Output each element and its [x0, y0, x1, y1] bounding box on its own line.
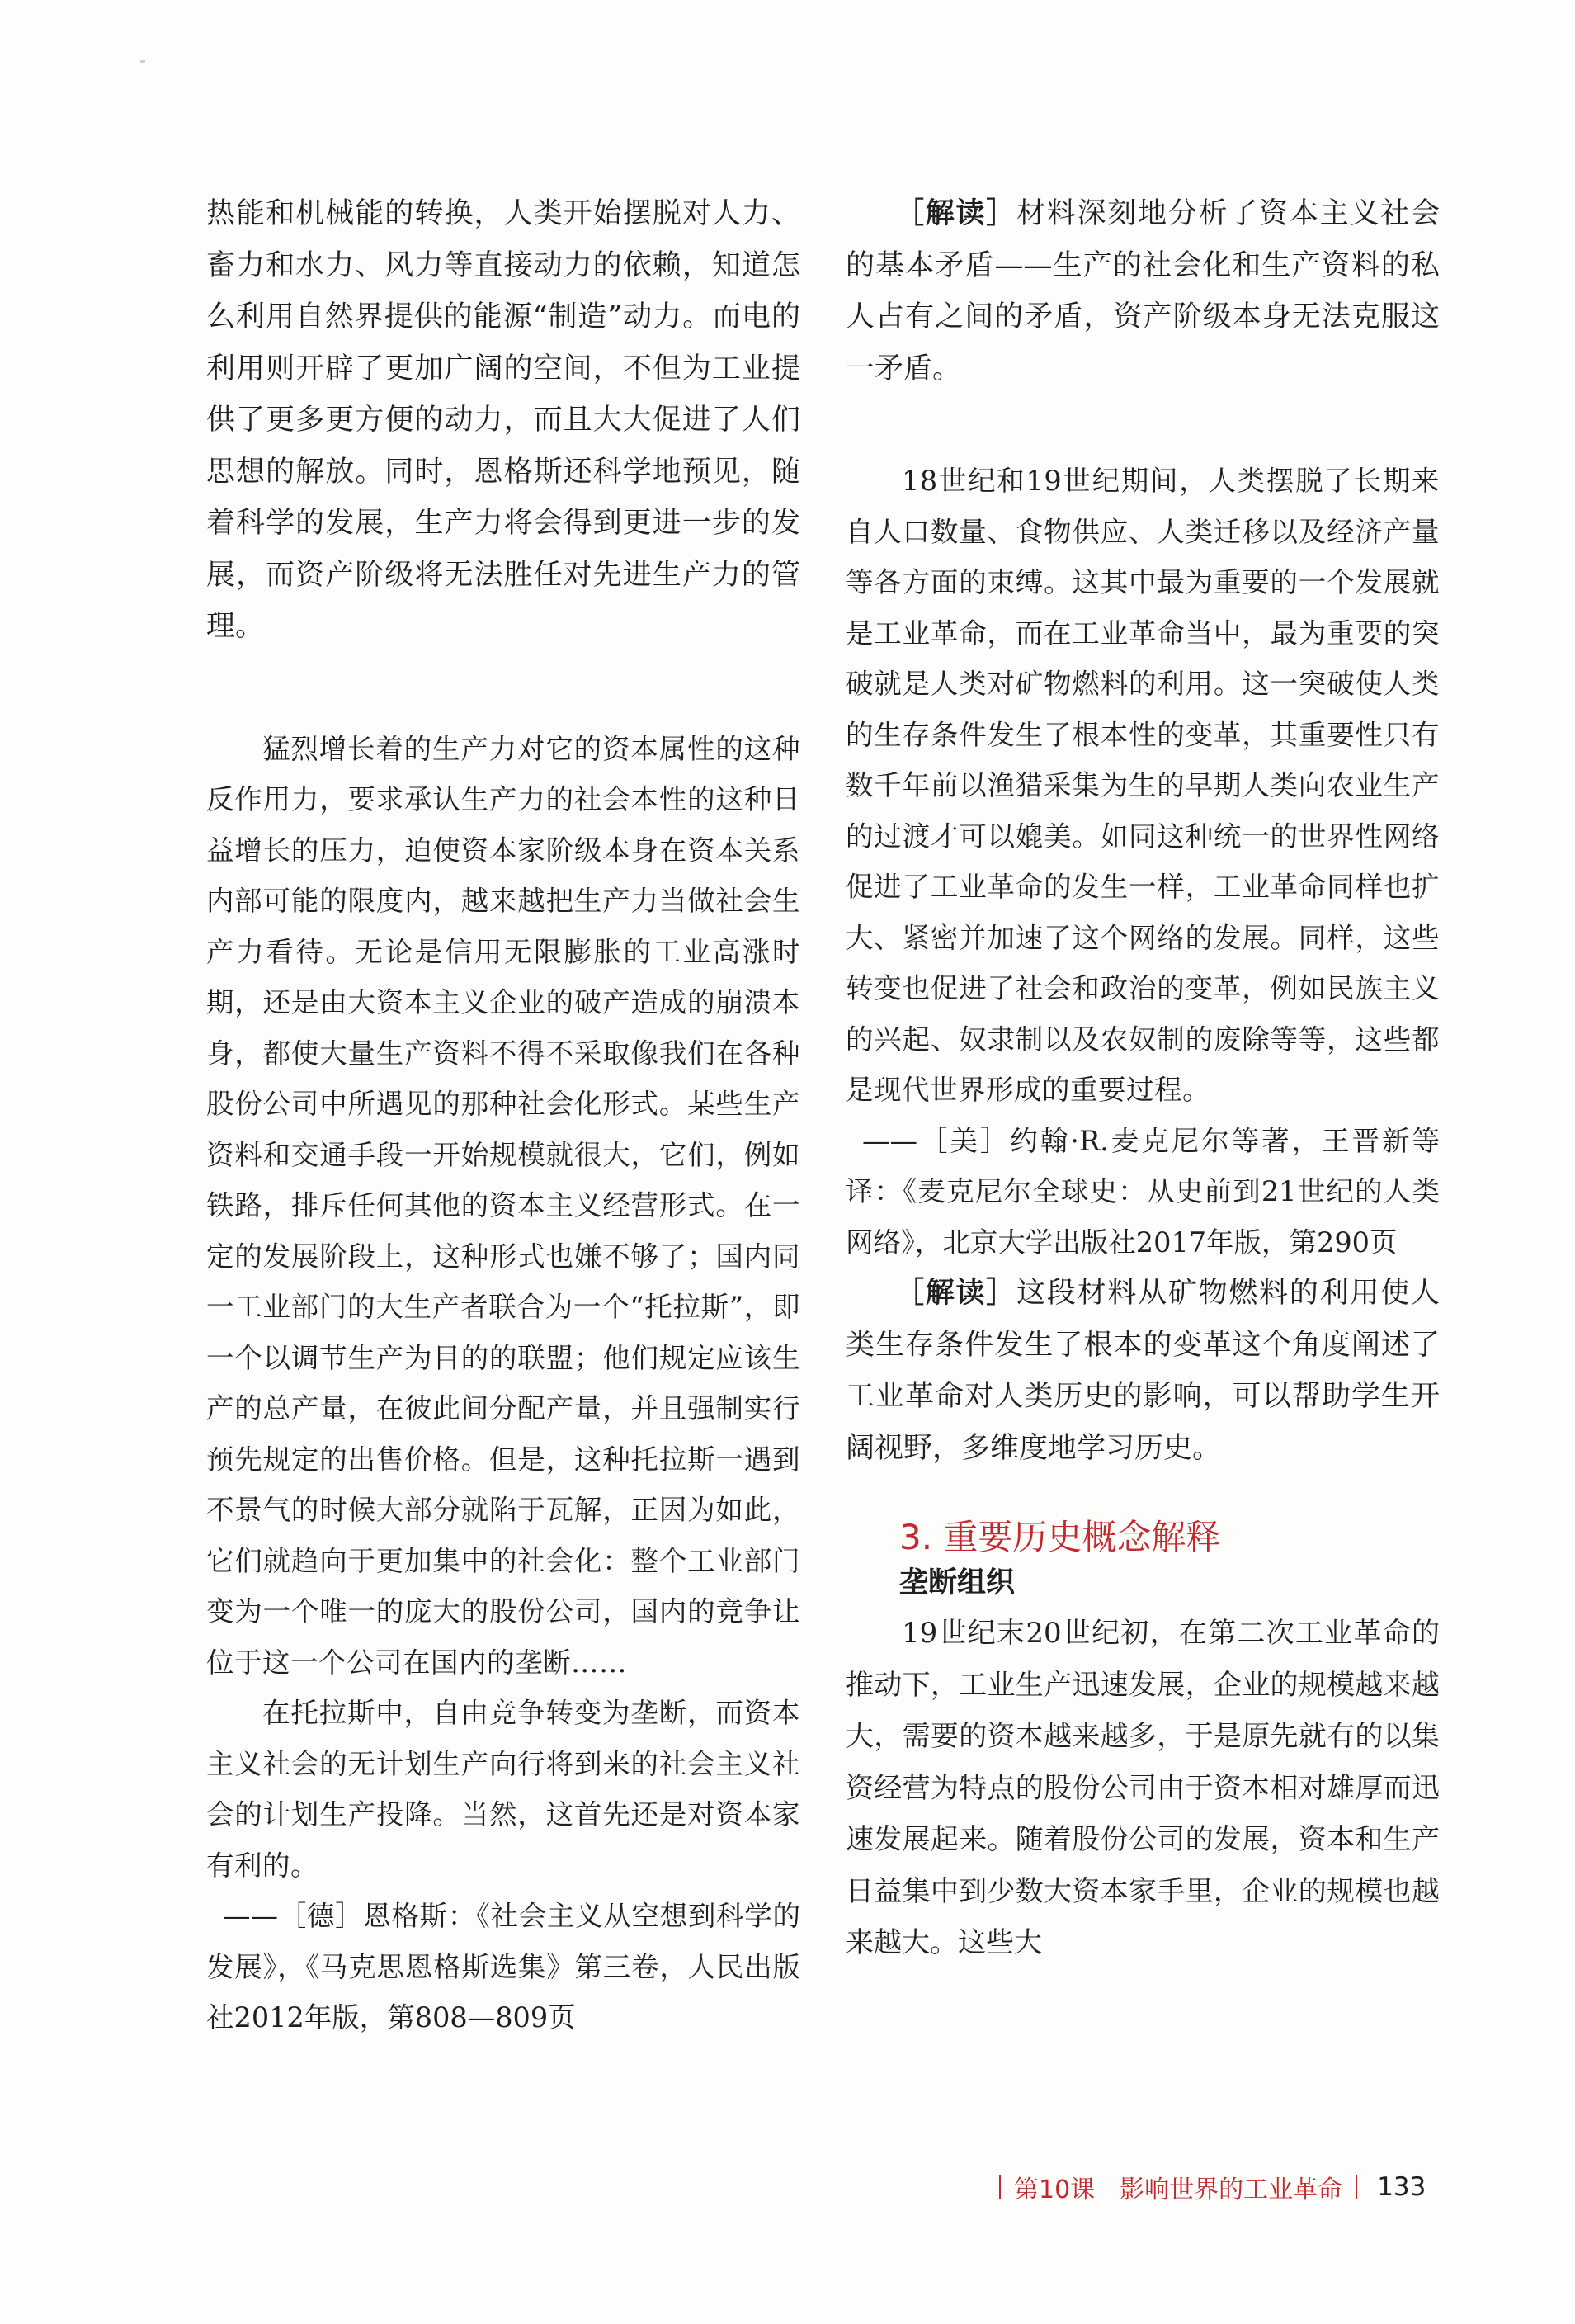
body-paragraph: 19世纪末20世纪初，在第二次工业革命的推动下，工业生产迅速发展，企业的规模越来越大，需要的资本越来越多，于是原先就有的以集资经营为特点的股份公司由于资本相对雄厚而迅速发展起来。随着股份公司的发展，资本和生产日益集中到少数大资本家手里，企业的规模也越来越大。这些大: [846, 1617, 1440, 1959]
concept-title: 垄断组织: [899, 1566, 1016, 1599]
quote-paragraph: 18世纪和19世纪期间，人类摆脱了长期来自人口数量、食物供应、人类迁移以及经济产量等各方面的束缚。这其中最为重要的一个发展就是工业革命，而在工业革命当中，最为重要的突破就是人类对矿物燃料的利用。这一突破使人类的生存条件发生了根本性的变革，其重要性只有数千年前以渔猎采集为生的早期人类向农业生产的过渡才可以媲美。如同这种统一的世界性网络促进了工业革命的发生一样，工业革命同样也扩大、紧密并加速了这个网络的发展。同样，这些转变也促进了社会和政治的变革，例如民族主义的兴起、奴隶制以及农奴制的废除等等，这些都是现代世界形成的重要过程。: [846, 465, 1440, 1106]
page-number: 133: [1377, 2172, 1426, 2202]
left-column: [206, 188, 800, 2043]
explanation-tag: ［解读］: [895, 1277, 1017, 1310]
spacer: [846, 394, 1440, 456]
spacer: [206, 653, 800, 724]
page-footer: [986, 2169, 1426, 2205]
lesson-title: 第10课 影响世界的工业革命: [1014, 2175, 1343, 2204]
section-title: 3. 重要历史概念解释: [899, 1517, 1221, 1557]
body-paragraph: 热能和机械能的转换，人类开始摆脱对人力、畜力和水力、风力等直接动力的依赖，知道怎么利用自然界提供的能源“制造”动力。而电的利用则开辟了更加广阔的空间，不但为工业提供了更多更方便的动力，而且大大促进了人们思想的解放。同时，恩格斯还科学地预见，随着科学的发展，生产力将会得到更进一步的发展，而资产阶级将无法胜任对先进生产力的管理。: [206, 197, 800, 643]
quote-paragraph: 猛烈增长着的生产力对它的资本属性的这种反作用力，要求承认生产力的社会本性的这种日益增长的压力，迫使资本家阶级本身在资本关系内部可能的限度内，越来越把生产力当做社会生产力看待。无论是信用无限膨胀的工业高涨时期，还是由大资本主义企业的破产造成的崩溃本身，都使大量生产资料不得不采取像我们在各种股份公司中所遇见的那种社会化形式。某些生产资料和交通手段一开始规模就很大，它们，例如铁路，排斥任何其他的资本主义经营形式。在一定的发展阶段上，这种形式也嫌不够了；国内同一工业部门的大生产者联合为一个“托拉斯”，即一个以调节生产为目的的联盟；他们规定应该生产的总产量，在彼此间分配产量，并且强制实行预先规定的出售价格。但是，这种托拉斯一遇到不景气的时候大部分就陷于瓦解，正因为如此，它们就趋向于更加集中的社会化：整个工业部门变为一个唯一的庞大的股份公司，国内的竞争让位于这一个公司在国内的垄断……: [206, 732, 800, 1679]
explanation-text: 材料深刻地分析了资本主义社会的基本矛盾——生产的社会化和生产资料的私人占有之间的矛盾，资产阶级本身无法克服这一矛盾。: [846, 197, 1440, 385]
explanation-text: 这段材料从矿物燃料的利用使人类生存条件发生了根本的变革这个角度阐述了工业革命对人类历史的影响，可以帮助学生开阔视野，多维度地学习历史。: [846, 1277, 1440, 1465]
quote-citation: ——［德］恩格斯：《社会主义从空想到科学的发展》，《马克思恩格斯选集》第三卷，人民出版社2012年版，第808—809页: [206, 1900, 800, 2034]
footer-divider: [1356, 2175, 1357, 2199]
quote-paragraph: 在托拉斯中，自由竞争转变为垄断，而资本主义社会的无计划生产向行将到来的社会主义社会的计划生产投降。当然，这首先还是对资本家有利的。: [206, 1697, 800, 1882]
quote-citation: ——［美］约翰·R.麦克尼尔等著，王晋新等译：《麦克尼尔全球史：从史前到21世纪的人类网络》，北京大学出版社2017年版，第290页: [846, 1124, 1440, 1259]
explanation-paragraph: [846, 1268, 1440, 1474]
explanation-tag: ［解读］: [895, 197, 1017, 230]
scan-mark: [140, 60, 145, 63]
right-column: [846, 188, 1440, 1969]
explanation-paragraph: [846, 188, 1440, 394]
footer-divider: [999, 2175, 1001, 2199]
